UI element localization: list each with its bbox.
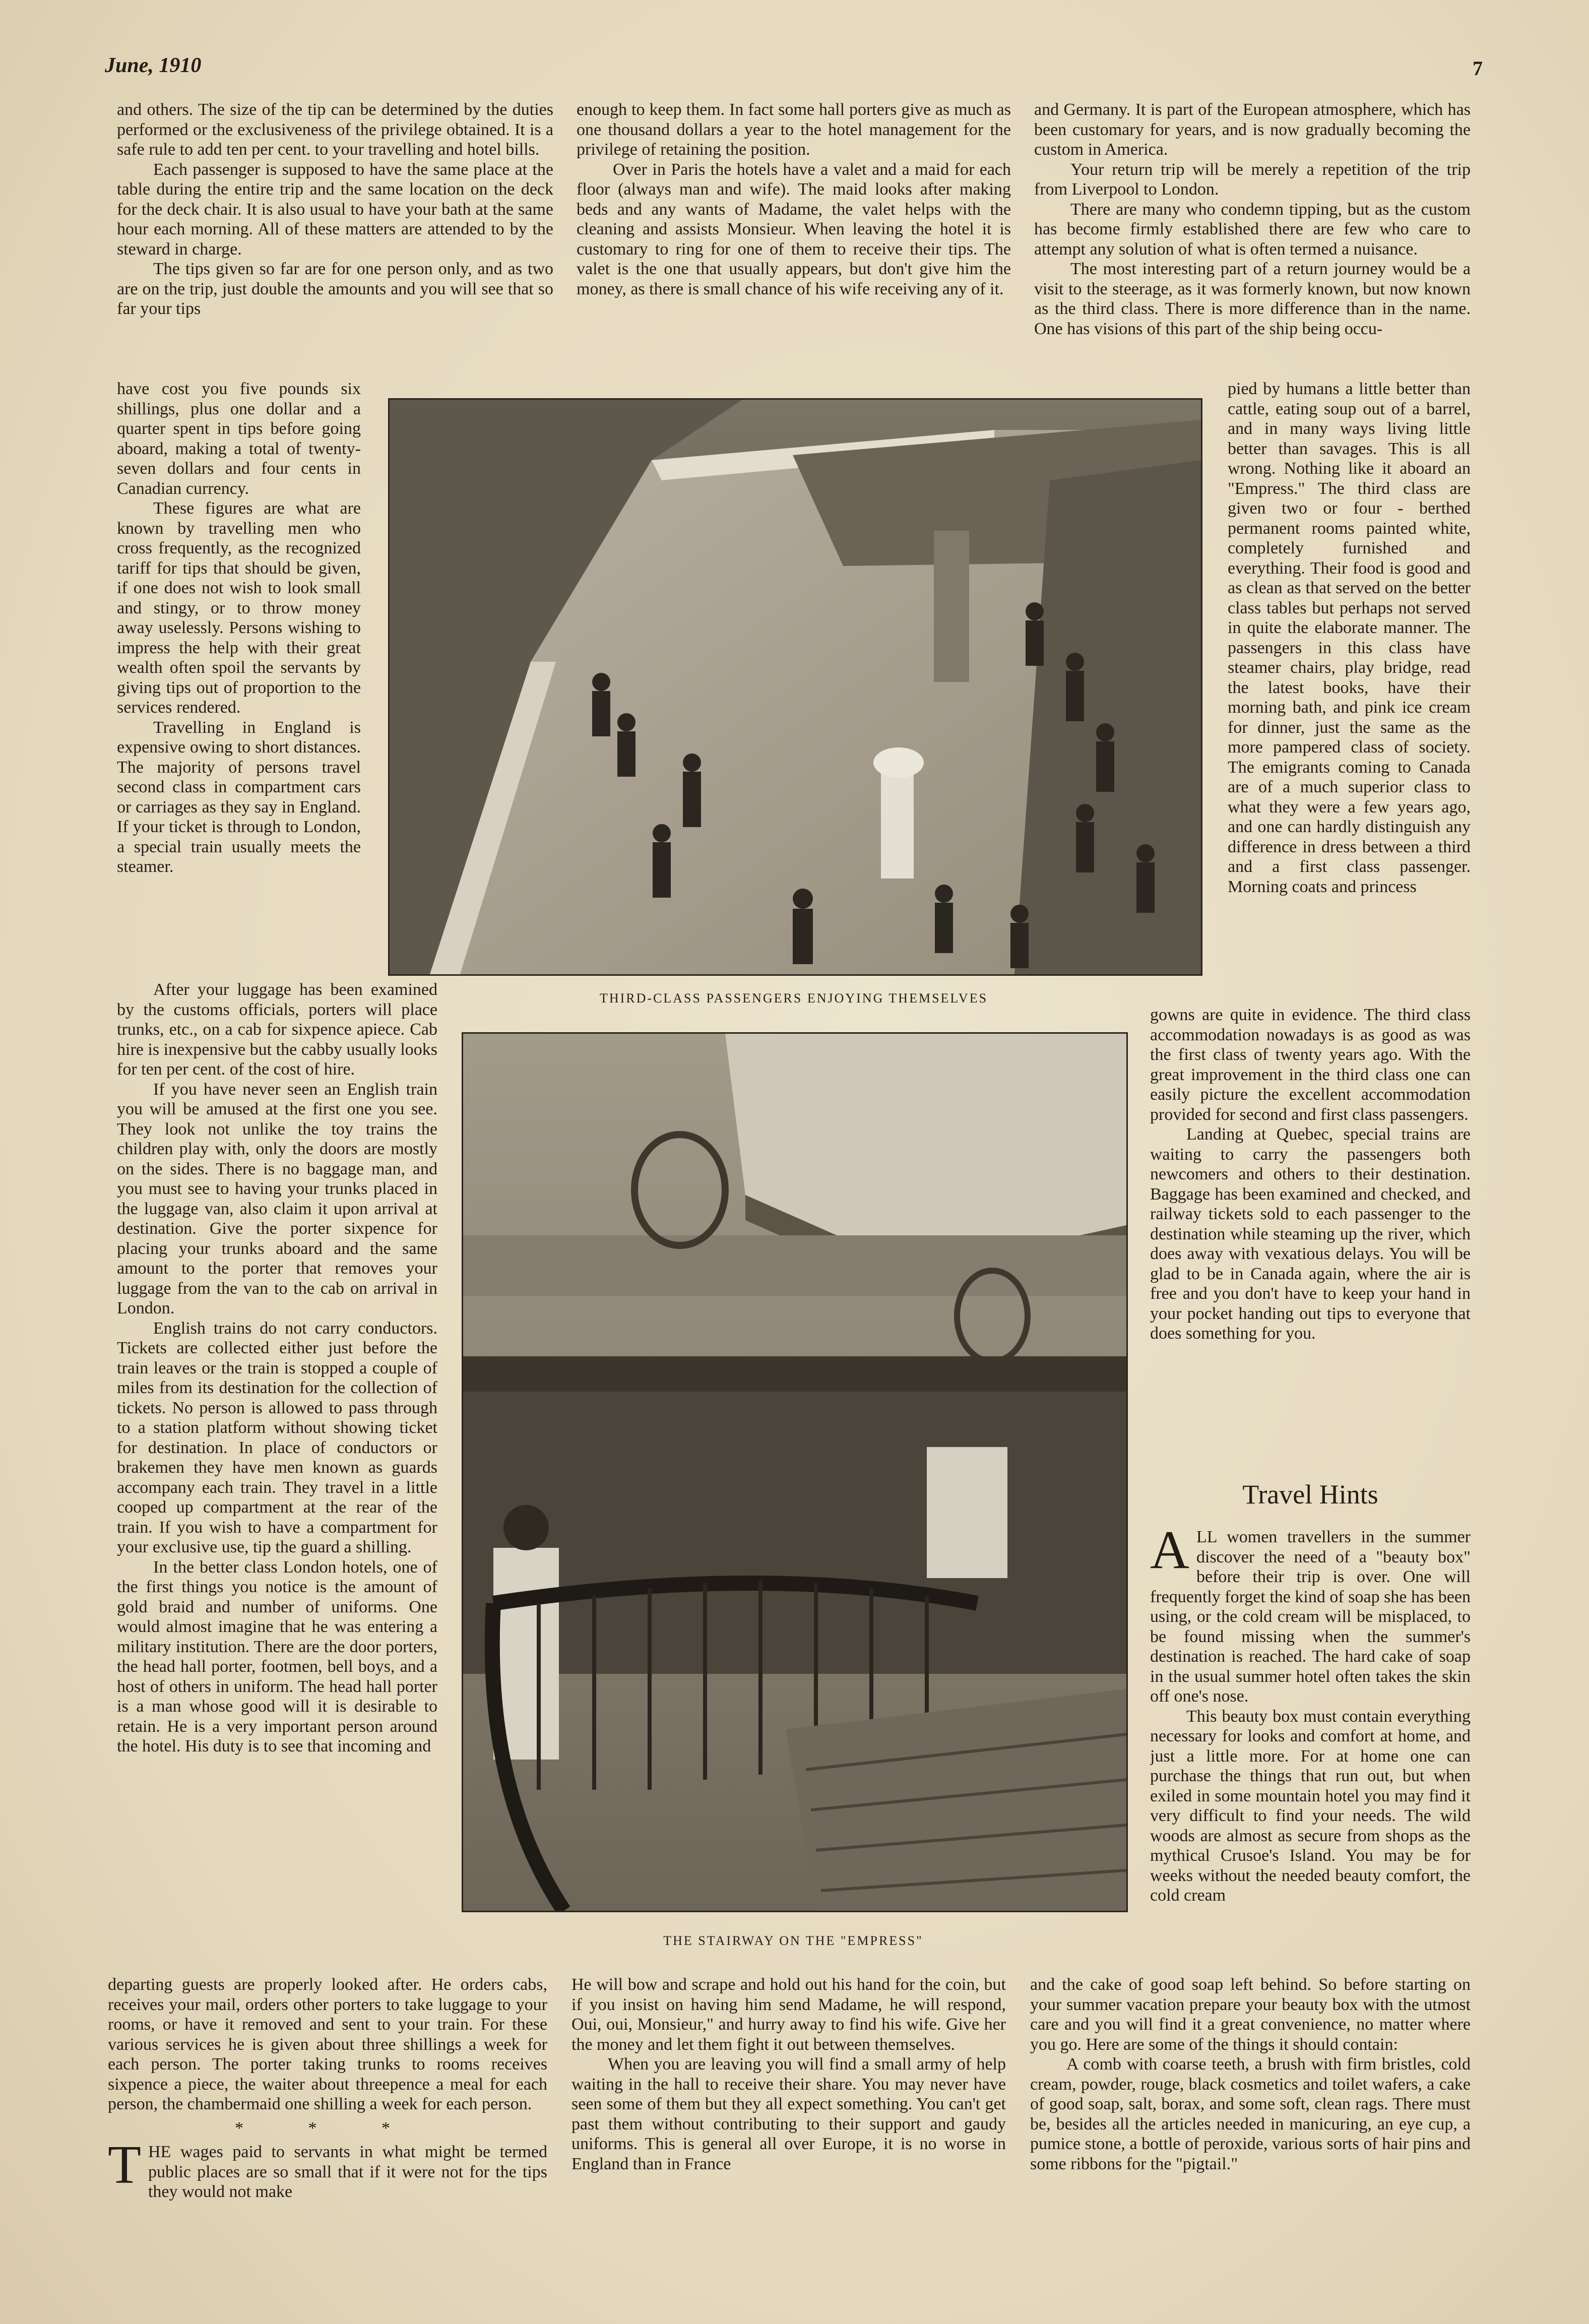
paragraph: This beauty box must contain everything necessary for looks and comfort at home, and just a little more. For at home one can purchase the things that run out, but when exiled in some mountain hotel you may find it very difficult to find your needs. The wild woods are almost as secure from shops as the mythical Crusoe's Island. You may be for weeks without the needed beauty comfort, the cold cream	[1150, 1707, 1471, 1905]
paragraph: enough to keep them. In fact some hall porters give as much as one thousand dollars a year to the hotel management for the privilege of retaining the position.	[577, 100, 1011, 159]
col2-bottom	[571, 1975, 1006, 2305]
paragraph: These figures are what are known by travelling men who cross frequently, as the recognized tariff for tips that should be given, if one does not wish to look small and stingy, or to throw money away uselessly. Persons wishing to impress the help with their great wealth often spoil the servants by giving tips out of proportion to the services rendered.	[117, 499, 361, 717]
paragraph: Each passenger is supposed to have the same place at the table during the entire trip and the same location on the deck for the deck chair. It is also usual to have your bath at the same hour each morning. All of these matters are attended to by the steward in charge.	[117, 160, 553, 259]
col1-narrow	[117, 379, 361, 978]
travel-hints-narrow	[1150, 1527, 1471, 1971]
col3-narrow	[1228, 379, 1471, 1004]
paragraph-text: LL women travellers in the summer discover the need of a "beauty box" before their trip is over. One will frequently forget the kind of soap she has been using, or the cold cream will be misplaced, to be found missing when the summer's destination is reached. The hard cake of soap in the usual summer hotel often takes the skin off one's nose.	[1150, 1528, 1471, 1706]
paragraph	[1150, 1527, 1471, 1707]
paragraph	[108, 2135, 547, 2202]
paragraph: A comb with coarse teeth, a brush with firm bristles, cold cream, powder, rouge, black cosmetics and toilet wafers, a cake of good soap, salt, borax, and some soft, clean rags. There must be, besides all the articles needed in manicuring, an eye cup, a pumice stone, a bottle of peroxide, various sorts of hair pins and some ribbons for the "pigtail."	[1030, 2055, 1471, 2173]
paragraph: have cost you five pounds six shillings, plus one dollar and a quarter spent in tips before going aboard, making a total of twenty-seven dollars and four cents in Canadian currency.	[117, 380, 361, 498]
paragraph: There are many who condemn tipping, but as the custom has become firmly established there are few who care to attempt any solution of what is often termed a nuisance.	[1034, 200, 1471, 259]
deck-photo-caption: THIRD-CLASS PASSENGERS ENJOYING THEMSELVES	[599, 991, 988, 1006]
paragraph: When you are leaving you will find a small army of help waiting in the hall to receive their share. You may never have seen some of them but they all expect something. You can't get past them without contributing to their support and gaudy uniforms. This is general all over Europe, it is no worse in England than in France	[571, 2055, 1006, 2173]
drop-cap: A	[1150, 1527, 1189, 1580]
deck-photo	[388, 398, 1202, 976]
paragraph: The tips given so far are for one person only, and as two are on the trip, just double the amounts and you will see that so far your tips	[117, 260, 553, 318]
paragraph: Your return trip will be merely a repetition of the trip from Liverpool to London.	[1034, 160, 1471, 199]
col1-bottom	[108, 1975, 547, 2305]
col1-top	[117, 100, 553, 378]
paragraph: and the cake of good soap left behind. So before starting on your summer vacation prepare your beauty box with the utmost care and you will find it a great convenience, no matter where you go. Here are some of the things it should contain:	[1030, 1975, 1471, 2054]
section-break: * * *	[235, 2118, 420, 2138]
paragraph: and others. The size of the tip can be determined by the duties performed or the exclusiveness of the privilege obtained. It is a safe rule to add ten per cent. to your travelling and hotel bills.	[117, 100, 553, 159]
paragraph: Travelling in England is expensive owing to short distances. The majority of persons travel second class in compartment cars or carriages as they say in England. If your ticket is through to London, a special train usually meets the steamer.	[117, 718, 361, 876]
issue-date: June, 1910	[105, 54, 202, 77]
paragraph: departing guests are properly looked after. He orders cabs, receives your mail, orders other porters to take luggage to your rooms, or have it removed and sent to your train. For these various services he is given about three shillings a week for each person. The porter taking trunks to rooms receives sixpence a piece, the waiter about threepence a meal for each person, the chambermaid one shilling a week for each person.	[108, 1975, 547, 2113]
col1-mid	[117, 980, 437, 1974]
paragraph: English trains do not carry conductors. Tickets are collected either just before the train leaves or the train is stopped a couple of miles from its destination for the collection of tickets. No person is allowed to pass through to a station platform without showing ticket for destination. In place of conductors or brakemen they have men known as guards accompany each train. They travel in a little cooped up compartment at the rear of the train. If you wish to have a compartment for your exclusive use, tip the guard a shilling.	[117, 1318, 437, 1556]
col3-top	[1034, 100, 1471, 378]
paragraph: After your luggage has been examined by the customs officials, porters will place trunks, etc., on a cab for sixpence apiece. Cab hire is inexpensive but the cabby usually looks for ten per cent. of the cost of hire.	[117, 980, 437, 1079]
paragraph: Landing at Quebec, special trains are waiting to carry the passengers both newcomers and others to their destination. Baggage has been examined and checked, and railway tickets sold to each passenger to the destination while steaming up the river, which does away with vexatious delays. You will be glad to be in Canada again, where the air is free and you don't have to keep your hand in your pocket handing out tips to everyone that does something for you.	[1150, 1125, 1471, 1343]
paragraph: The most interesting part of a return journey would be a visit to the steerage, as it was formerly known, but now known as the third class. There is more difference than in the name. One has visions of this part of the ship being occu-	[1034, 260, 1471, 338]
paragraph: If you have never seen an English train you will be amused at the first one you see. They look not unlike the toy trains the children play with, only the doors are mostly on the sides. There is no baggage man, and you must see to having your trunks placed in the luggage van, also claim it upon arrival at destination. Give the porter sixpence for placing your trunks aboard and the same amount to the porter that removes your luggage from the van to the cab on arrival in London.	[117, 1080, 437, 1317]
paragraph: pied by humans a little better than cattle, eating soup out of a barrel, and in many ways living little better than savages. This is all wrong. Nothing like it aboard an "Empress." The third class are given two or four - berthed permanent rooms painted white, completely furnished and everything. Their food is good and as clean as that served on the better class tables but perhaps not served in quite the elaborate manner. The passengers in this class have steamer chairs, play bridge, read the latest books, have their morning bath, and pink ice cream for dinner, just the same as the more pampered class of society. The emigrants coming to Canada are of a much superior class to what they were a few years ago, and one can hardly distinguish any difference in dress between a third and a first class passenger. Morning coats and princess	[1228, 380, 1471, 896]
col2-top	[577, 100, 1011, 378]
paragraph: and Germany. It is part of the European atmosphere, which has been customary for years, and is now gradually becoming the custom in America.	[1034, 100, 1471, 159]
stairway-photo	[462, 1032, 1128, 1912]
travel-hints-heading: Travel Hints	[1242, 1479, 1378, 1510]
col3-mid	[1150, 1005, 1471, 1449]
stairway-photo-caption: THE STAIRWAY ON THE "EMPRESS"	[663, 1933, 923, 1948]
paragraph: gowns are quite in evidence. The third class accommodation nowadays is as good as was the first class of twenty years ago. With the great improvement in the third class one can easily picture the excellent accommodation provided for second and first class passengers.	[1150, 1006, 1471, 1124]
travel-hints-wide	[1030, 1975, 1471, 2305]
paragraph: In the better class London hotels, one of the first things you notice is the amount of gold braid and number of uniforms. One would almost imagine that he was entering a military institution. There are the door porters, the head hall porter, footmen, bell boys, and a host of others in uniform. The head hall porter is a man whose good will it is desirable to retain. He is a very important person around the hotel. His duty is to see that incoming and	[117, 1557, 437, 1755]
paragraph: He will bow and scrape and hold out his hand for the coin, but if you insist on having him send Madame, he will respond, Oui, oui, Monsieur," and hurry away to find his wife. Give her the money and let them fight it out between themselves.	[571, 1975, 1006, 2054]
paragraph: Over in Paris the hotels have a valet and a maid for each floor (always man and wife). The maid looks after making beds and any wants of Madame, the valet helps with the cleaning and assists Monsieur. When leaving the hotel it is customary to ring for one of them to receive their tips. The valet is the one that usually appears, but don't give him the money, as there is small chance of his wife receiving any of it.	[577, 160, 1011, 298]
page-number: 7	[1473, 57, 1483, 80]
paragraph-text: HE wages paid to servants in what might be termed public places are so small that if it were not for the tips they would not make	[148, 2143, 547, 2201]
drop-cap: T	[108, 2135, 141, 2195]
